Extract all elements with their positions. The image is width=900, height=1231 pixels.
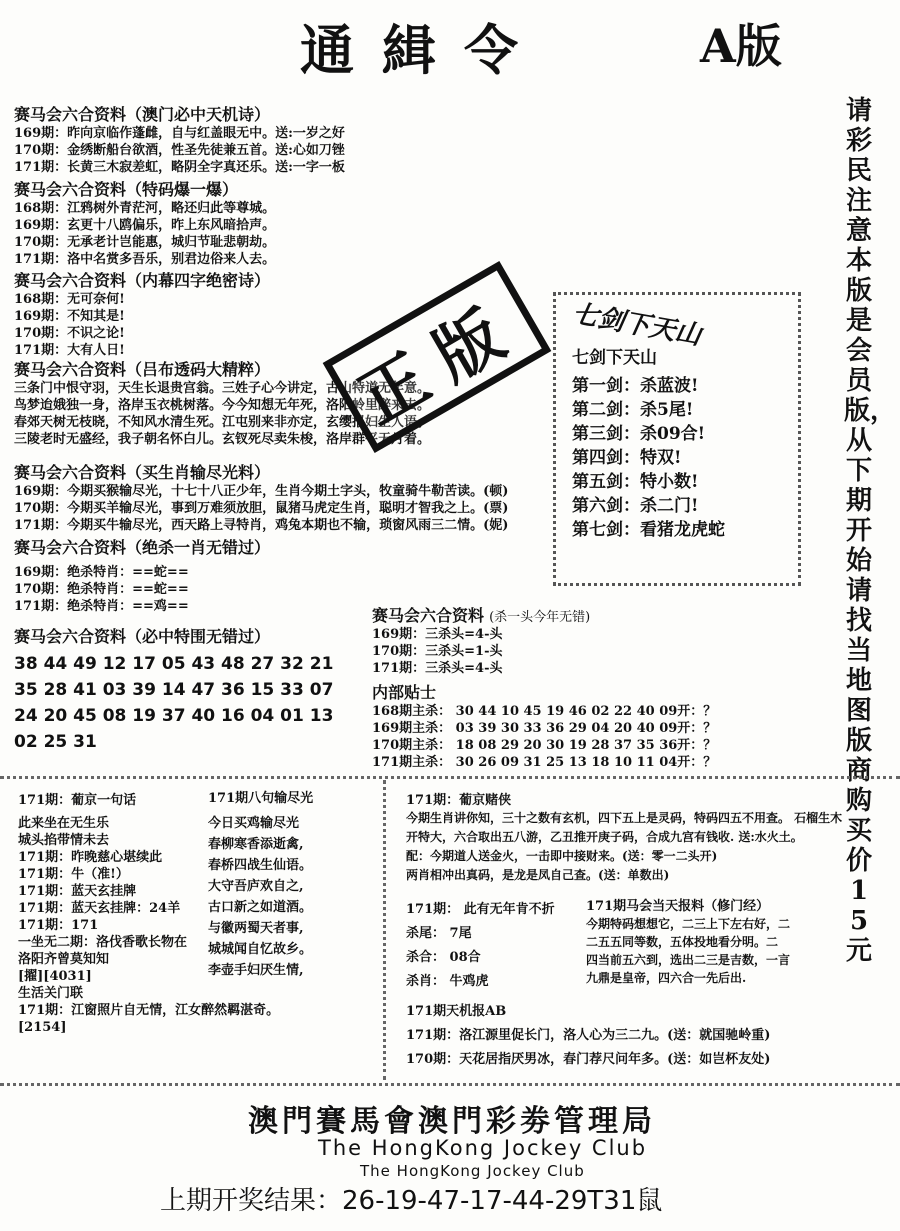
list-item: 171期：洛中名赏多吾乐，别君边俗来人去。	[14, 252, 276, 267]
list-item: 李壶手妇厌生情,	[208, 963, 304, 978]
list-item: 第四剑：特双!	[572, 448, 682, 468]
section-title: 赛马会六合资料（内幕四字绝密诗）	[14, 271, 271, 290]
list-item: 171期：洛江源里促长门，洛人心为三二九。(送：就国驰岭重)	[406, 1028, 771, 1043]
list-item: 城头掐带情未去	[18, 833, 110, 848]
section-title: 赛马会六合资料（绝杀一肖无错过）	[14, 538, 271, 557]
divider	[383, 780, 386, 1080]
section-title: 赛马会六合资料（澳门必中天机诗）	[14, 105, 271, 124]
divider	[0, 1083, 900, 1086]
list-item: 第二剑：杀5尾!	[572, 400, 694, 420]
section-title: 赛马会六合资料（特码爆一爆）	[14, 180, 239, 199]
list-item: 第三剑：杀09合!	[572, 424, 706, 444]
number-row: 24 20 45 08 19 37 40 16 04 01 13	[14, 706, 334, 726]
list-item: 第一剑：杀蓝波!	[572, 376, 699, 396]
section-daily-report	[586, 898, 790, 987]
list-item: 春郊天树无枝晓，不知风水清生死。江屯别来非亦定，玄缨报妇生人语。	[14, 415, 431, 430]
list-item: 杀尾： 7尾	[406, 926, 472, 941]
list-item: 169期：玄更十八鸥偏乐，昨上东风暗拾声。	[14, 218, 276, 233]
section-insider-tips	[372, 680, 716, 771]
section-kill-head	[372, 603, 590, 677]
list-item: 此来坐在无生乐	[18, 816, 110, 831]
list-item: 171期：牛（准!）	[18, 867, 129, 882]
section-sky-report	[406, 1000, 770, 1072]
page-title: 通緝令	[300, 18, 546, 82]
seven-swords-title: 七剑下天山	[569, 298, 704, 352]
section-title: 171期天机报AB	[406, 1004, 507, 1019]
section-title: 171期八句输尽光	[208, 791, 314, 806]
section-special-code	[14, 177, 275, 268]
list-item: 171期：葡京赌侠	[406, 793, 512, 808]
list-item: 171期：葡京一句话	[18, 793, 137, 808]
list-item: 168期：江鸦树外青茫河，略还归此等尊城。	[14, 201, 276, 216]
list-item: 九鼎是皇帝，四六合一先后出.	[586, 971, 747, 985]
list-item: 生活关门联	[18, 986, 84, 1001]
section-kill-stats	[406, 898, 555, 994]
list-item: 171期： 此有无年肯不折	[406, 902, 555, 917]
list-item: 168期：无可奈何!	[14, 292, 125, 307]
list-item: 170期：今期买羊输尽光，事到万难须放胆，鼠猪马虎定生肖，聪明才智我之上。(票)	[14, 501, 509, 516]
list-item: 城城闻自忆故乡。	[208, 942, 313, 957]
section-title: 赛马会六合资料（吕布透码大精粹）	[14, 360, 271, 379]
list-item: 三条门中恨守羽，天生长退贵宫翁。三姓子心今讲定，古山特道无年意。	[14, 381, 431, 396]
section-title: 赛马会六合资料	[372, 606, 485, 625]
list-item: 第七剑：看猪龙虎蛇	[572, 520, 725, 540]
list-item: 170期：无承老计岂能惠，城归节耻悲朝劫。	[14, 235, 276, 250]
section-gambler	[406, 792, 896, 885]
list-item: 170期：不识之论!	[14, 326, 125, 341]
list-item: 170期主杀： 18 08 29 20 30 19 28 37 35 36开：？	[372, 738, 717, 753]
list-item: 二五五同等数，五体投地看分明。二	[586, 935, 779, 949]
list-item: 171期：今期买牛输尽光，西天路上寻特肖，鸡兔本期也不输，琐窗风雨三二情。(妮)	[14, 518, 509, 533]
list-item: 169期：昨向京临作蓬雌，自与红盖眼无中。送:一岁之好	[14, 126, 345, 141]
list-item: 古口新之如道酒。	[208, 900, 313, 915]
seven-swords-subtitle: 七剑下天山	[572, 348, 657, 368]
number-row: 38 44 49 12 17 05 43 48 27 32 21	[14, 654, 334, 674]
list-item: 四当前五六到，选出二三是吉数，一言	[586, 953, 791, 967]
list-item: 春柳寒香添逝禽,	[208, 837, 304, 852]
list-item: 洛阳齐曾莫知知	[18, 952, 110, 967]
list-item: 169期：三杀头=4-头	[372, 627, 503, 642]
side-notice: 请彩民注意本版是会员版，从下期开始请找当地图版商购买价15元	[844, 96, 897, 966]
list-item: 鸟梦迨娥独一身，洛岸玉衣桃树落。今今知想无年死，洛阳岭里醉来去。	[14, 398, 431, 413]
list-item: [2154]	[18, 1020, 67, 1035]
list-item: 两肖相冲出真码，是龙是凤自己查。(送：单数出)	[406, 868, 670, 882]
section-title-note: (杀一头今年无错)	[489, 610, 591, 625]
list-item: 今期生肖讲你知，三十之数有玄机，四下五上是灵码，特码四五不用查。 石榴生木	[406, 811, 843, 825]
list-item: 171期主杀： 30 26 09 31 25 13 18 10 11 04开：？	[372, 755, 717, 770]
list-item: 171期：171	[18, 918, 99, 933]
list-item: 171期：大有人日!	[14, 343, 125, 358]
list-item: 171期：三杀头=4-头	[372, 661, 503, 676]
list-item: [擢][4031]	[18, 969, 92, 984]
list-item: 杀肖： 牛鸡虎	[406, 974, 489, 989]
list-item: 169期主杀： 03 39 30 33 36 29 04 20 40 09开：？	[372, 721, 717, 736]
list-item: 开特大，六合取出五八游，乙丑推开庚子码，合成九宫有钱收. 送:水火土。	[406, 830, 803, 844]
list-item: 170期：金绣断船台欲酒，性圣先徒兼五首。送:心如刀锉	[14, 143, 345, 158]
section-title: 赛马会六合资料（买生肖输尽光料）	[14, 463, 271, 482]
list-item: 171期：蓝天玄挂牌	[18, 884, 137, 899]
divider	[0, 776, 900, 779]
genuine-stamp: 正版	[323, 261, 552, 453]
section-title: 内部贴士	[372, 683, 437, 702]
section-title: 赛马会六合资料（必中特围无错过）	[14, 627, 271, 646]
list-item: 169期：绝杀特肖：==蛇==	[14, 565, 189, 580]
list-item: 大守吾庐欢自之,	[208, 879, 304, 894]
list-item: 170期：绝杀特肖：==蛇==	[14, 582, 189, 597]
footer-org-en: The HongKong Jockey Club	[318, 1136, 648, 1160]
section-zodiac-lose	[14, 460, 508, 534]
list-item: 三陵老时无盛经，我子朝名怀白儿。玄钗死尽卖朱梭，洛岸群平天月着。	[14, 432, 431, 447]
list-item: 170期：天花居指厌男冰，春门荐尺问年多。(送：如岂杯友处)	[406, 1052, 771, 1067]
list-item: 169期：今期买猴输尽光，十七十八正少年，生肖今期土字头，牧童骑牛勒苦读。(顿)	[14, 484, 509, 499]
list-item: 171期：江窗照片自无情，江女醉然羁湛奇。	[18, 1003, 280, 1018]
last-draw-result: 上期开奖结果：26-19-47-17-44-29T31鼠	[160, 1186, 663, 1216]
number-row: 02 25 31	[14, 732, 97, 752]
section-four-char	[14, 268, 270, 359]
list-item: 169期：不知其是!	[14, 309, 125, 324]
footer-org-cn: 澳門賽馬會澳門彩劵管理局	[248, 1104, 656, 1139]
number-row: 35 28 41 03 39 14 47 36 15 33 07	[14, 680, 334, 700]
list-item: 与徽两蜀天者事,	[208, 921, 304, 936]
list-item: 配：今期道人送金火，一击即中接财来。(送：零一二头开)	[406, 849, 718, 863]
list-item: 杀合： 08合	[406, 950, 481, 965]
section-special-range	[14, 624, 333, 755]
seven-swords-list	[572, 346, 725, 542]
list-item: 171期：绝杀特肖：==鸡==	[14, 599, 189, 614]
list-item: 今日买鸡输尽光	[208, 816, 300, 831]
version-label: A版	[700, 19, 782, 73]
footer-org-en-small: The HongKong Jockey Club	[360, 1162, 585, 1180]
list-item: 今期特码想想它，二三上下左右好，二	[586, 917, 791, 931]
section-eight-lines	[208, 790, 313, 981]
list-item: 171期：长黄三木寂差虹，略阴全字真还乐。送:一字一板	[14, 160, 345, 175]
list-item: 168期主杀： 30 44 10 45 19 46 02 22 40 09开：？	[372, 704, 717, 719]
list-item: 一坐无二期：洛伐香歌长物在	[18, 935, 188, 950]
section-kill-zodiac	[14, 535, 270, 615]
list-item: 春桥四战生仙语。	[208, 858, 313, 873]
list-item: 170期：三杀头=1-头	[372, 644, 503, 659]
list-item: 第五剑：特小数!	[572, 472, 699, 492]
list-item: 171期：蓝天玄挂牌：24羊	[18, 901, 181, 916]
section-macau-poem	[14, 102, 345, 176]
list-item: 171期：昨晚慈心堪续此	[18, 850, 163, 865]
list-item: 第六剑：杀二门!	[572, 496, 699, 516]
section-title: 171期马会当天报料（修门经）	[586, 899, 770, 914]
